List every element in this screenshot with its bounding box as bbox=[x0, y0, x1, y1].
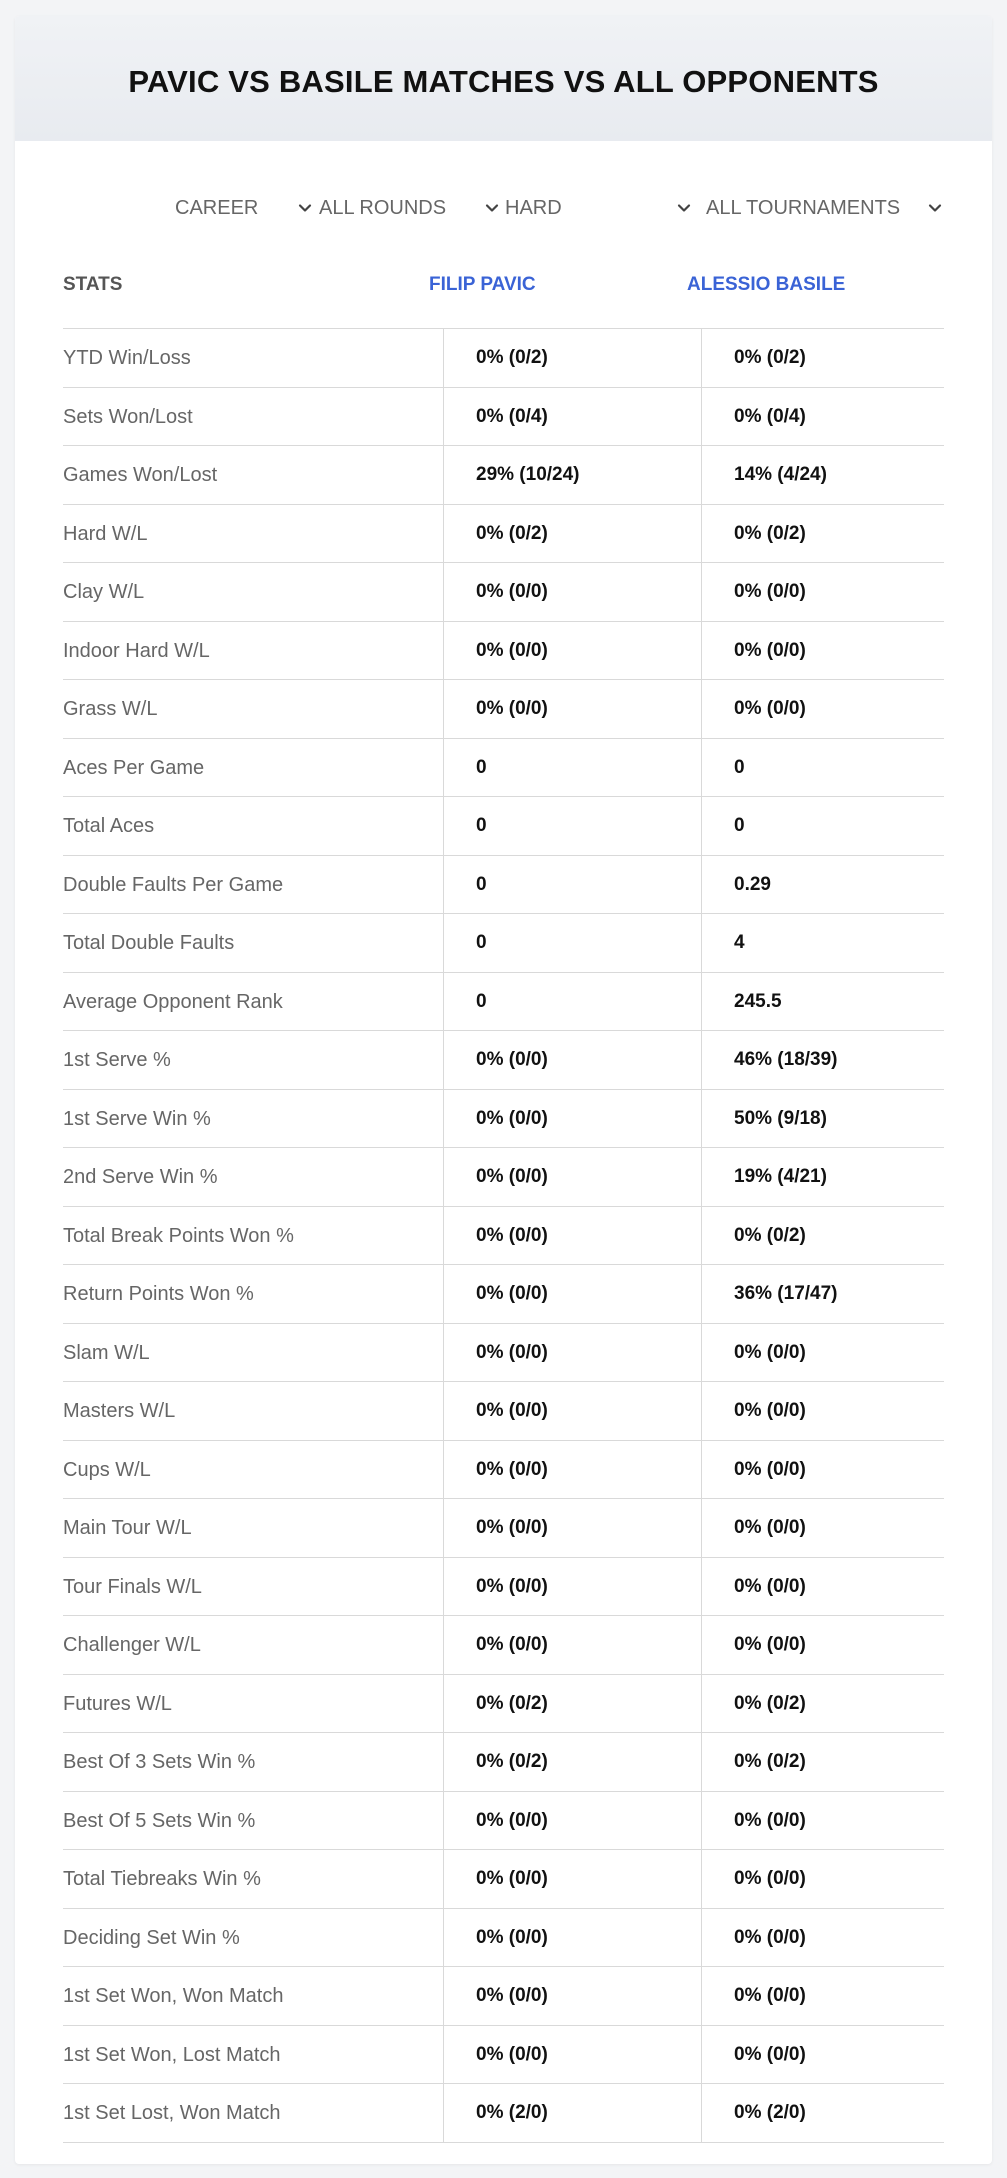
player2-value: 0% (0/2) bbox=[734, 347, 806, 368]
player2-value: 0% (0/0) bbox=[734, 1575, 806, 1597]
stat-label: Total Break Points Won % bbox=[63, 1224, 294, 1247]
chevron-down-icon bbox=[484, 200, 500, 216]
player2-value: 0% (0/0) bbox=[734, 639, 806, 661]
stat-label: Games Won/Lost bbox=[63, 464, 218, 486]
player2-value: 0 bbox=[734, 815, 745, 836]
stat-label: Indoor Hard W/L bbox=[63, 639, 210, 662]
player1-value: 0% (0/0) bbox=[476, 581, 548, 602]
stat-label: Aces Per Game bbox=[63, 756, 205, 779]
player1-value: 0 bbox=[476, 990, 487, 1012]
player2-value: 0% (0/0) bbox=[734, 581, 806, 602]
player2-value: 0% (0/0) bbox=[734, 1341, 806, 1363]
chevron-down-icon bbox=[927, 200, 943, 216]
table-row bbox=[63, 739, 944, 798]
stats-card bbox=[15, 16, 992, 2164]
stat-label: Clay W/L bbox=[63, 581, 145, 603]
player1-value: 0% (0/0) bbox=[476, 2043, 548, 2065]
player1-value: 0% (0/0) bbox=[476, 1400, 548, 1421]
surface-dropdown-value: HARD bbox=[505, 196, 562, 219]
stat-label: Hard W/L bbox=[63, 522, 148, 545]
player2-value: 0% (0/0) bbox=[734, 1985, 806, 2006]
player1-value: 0 bbox=[476, 815, 487, 836]
stat-label: 2nd Serve Win % bbox=[63, 1166, 218, 1188]
player2-value: 0% (0/0) bbox=[734, 698, 806, 719]
stat-label: Average Opponent Rank bbox=[63, 990, 283, 1013]
stat-label: Double Faults Per Game bbox=[63, 873, 284, 896]
chevron-down-icon bbox=[676, 200, 692, 216]
table-row bbox=[63, 2084, 944, 2143]
table-row bbox=[63, 1324, 944, 1383]
player1-value: 0% (0/0) bbox=[476, 1809, 548, 1831]
player2-value: 0% (0/0) bbox=[734, 1517, 806, 1538]
player2-value: 36% (17/47) bbox=[734, 1283, 838, 1304]
table-row bbox=[63, 1382, 944, 1441]
player2-value: 0 bbox=[734, 756, 745, 778]
player1-value: 0% (0/0) bbox=[476, 1049, 548, 1070]
stat-label: 1st Set Lost, Won Match bbox=[63, 2102, 281, 2124]
stat-label: Total Aces bbox=[63, 815, 155, 837]
stat-label: Slam W/L bbox=[63, 1341, 150, 1364]
table-row bbox=[63, 973, 944, 1032]
column-divider bbox=[443, 328, 444, 2142]
player2-value: 0% (0/0) bbox=[734, 1868, 806, 1889]
player1-value: 0% (0/0) bbox=[476, 639, 548, 661]
period-dropdown[interactable] bbox=[175, 188, 313, 228]
player2-value: 0% (0/0) bbox=[734, 1634, 806, 1655]
stat-label: Masters W/L bbox=[63, 1400, 176, 1422]
stat-label: Return Points Won % bbox=[63, 1283, 254, 1305]
table-row bbox=[63, 622, 944, 681]
period-dropdown-value: CAREER bbox=[175, 196, 259, 219]
player2-value: 0% (0/2) bbox=[734, 1692, 806, 1714]
player2-value: 4 bbox=[734, 932, 745, 953]
player1-value: 0% (2/0) bbox=[476, 2102, 548, 2123]
rounds-dropdown-value: ALL ROUNDS bbox=[319, 196, 447, 219]
filter-bar bbox=[15, 188, 992, 228]
player1-value: 0 bbox=[476, 873, 487, 895]
player1-value: 0% (0/0) bbox=[476, 1868, 548, 1889]
player1-value: 0% (0/2) bbox=[476, 522, 548, 544]
player2-value: 0% (0/0) bbox=[734, 1926, 806, 1948]
table-row bbox=[63, 797, 944, 856]
player2-value: 14% (4/24) bbox=[734, 464, 827, 485]
player1-value: 0% (0/0) bbox=[476, 1634, 548, 1655]
stat-label: Sets Won/Lost bbox=[63, 405, 193, 428]
table-row bbox=[63, 388, 944, 447]
table-row bbox=[63, 329, 944, 388]
player1-value: 0% (0/0) bbox=[476, 1458, 548, 1480]
player1-value: 0% (0/2) bbox=[476, 1692, 548, 1714]
stat-label: Best Of 5 Sets Win % bbox=[63, 1809, 256, 1832]
column-header-stats: STATS bbox=[63, 274, 123, 295]
player2-value: 245.5 bbox=[734, 990, 782, 1012]
rounds-dropdown[interactable] bbox=[319, 188, 500, 228]
player1-value: 0% (0/0) bbox=[476, 1283, 548, 1304]
player2-value: 0% (0/0) bbox=[734, 1400, 806, 1421]
stat-label: Total Double Faults bbox=[63, 932, 235, 954]
tournaments-dropdown[interactable] bbox=[706, 188, 943, 228]
stat-label: Grass W/L bbox=[63, 698, 158, 720]
player1-value: 0% (0/2) bbox=[476, 347, 548, 368]
card-header bbox=[15, 16, 992, 141]
player1-value: 0% (0/0) bbox=[476, 698, 548, 719]
player1-value: 0% (0/0) bbox=[476, 1575, 548, 1597]
table-row bbox=[63, 1499, 944, 1558]
table-row bbox=[63, 2026, 944, 2085]
stat-label: 1st Serve Win % bbox=[63, 1107, 211, 1130]
player2-value: 0% (0/0) bbox=[734, 2043, 806, 2065]
player2-value: 0.29 bbox=[734, 873, 771, 895]
column-header-player1[interactable]: FILIP PAVIC bbox=[429, 274, 536, 295]
player1-value: 0% (0/2) bbox=[476, 1751, 548, 1772]
player2-value: 19% (4/21) bbox=[734, 1166, 827, 1187]
player1-value: 0% (0/4) bbox=[476, 405, 548, 427]
table-row bbox=[63, 563, 944, 622]
player1-value: 0% (0/0) bbox=[476, 1224, 548, 1246]
column-header-player2[interactable]: ALESSIO BASILE bbox=[687, 274, 846, 295]
table-row bbox=[63, 1850, 944, 1909]
table-row bbox=[63, 505, 944, 564]
player1-value: 0 bbox=[476, 756, 487, 778]
player1-value: 0% (0/0) bbox=[476, 1107, 548, 1129]
table-row bbox=[63, 1265, 944, 1324]
player2-value: 46% (18/39) bbox=[734, 1049, 838, 1070]
table-row bbox=[63, 1733, 944, 1792]
player1-value: 0% (0/0) bbox=[476, 1166, 548, 1187]
player2-value: 0% (0/0) bbox=[734, 1458, 806, 1480]
player1-value: 0% (0/0) bbox=[476, 1985, 548, 2006]
table-row bbox=[63, 1909, 944, 1968]
table-row bbox=[63, 1090, 944, 1149]
table-row bbox=[63, 1967, 944, 2026]
tournaments-dropdown-value: ALL TOURNAMENTS bbox=[706, 196, 901, 219]
player1-value: 0% (0/0) bbox=[476, 1341, 548, 1363]
table-row bbox=[63, 1558, 944, 1617]
table-row bbox=[63, 1207, 944, 1266]
table-row bbox=[63, 1441, 944, 1500]
player2-value: 50% (9/18) bbox=[734, 1107, 827, 1129]
surface-dropdown[interactable] bbox=[505, 188, 692, 228]
table-row bbox=[63, 856, 944, 915]
table-header bbox=[63, 256, 944, 329]
player2-value: 0% (0/4) bbox=[734, 405, 806, 427]
table-row bbox=[63, 1031, 944, 1090]
player1-value: 29% (10/24) bbox=[476, 464, 580, 485]
stat-label: YTD Win/Loss bbox=[63, 347, 191, 369]
stat-label: Main Tour W/L bbox=[63, 1517, 192, 1539]
stat-label: Tour Finals W/L bbox=[63, 1575, 202, 1598]
player2-value: 0% (2/0) bbox=[734, 2102, 806, 2123]
player2-value: 0% (0/0) bbox=[734, 1809, 806, 1831]
stat-label: Challenger W/L bbox=[63, 1634, 201, 1656]
stat-label: 1st Set Won, Won Match bbox=[63, 1985, 284, 2007]
table-row bbox=[63, 1675, 944, 1734]
stat-label: 1st Serve % bbox=[63, 1049, 171, 1071]
player1-value: 0% (0/0) bbox=[476, 1926, 548, 1948]
stat-label: Total Tiebreaks Win % bbox=[63, 1868, 261, 1890]
table-body bbox=[63, 329, 944, 2143]
stat-label: Futures W/L bbox=[63, 1692, 172, 1715]
table-row bbox=[63, 1792, 944, 1851]
chevron-down-icon bbox=[297, 200, 313, 216]
page-title: PAVIC VS BASILE MATCHES VS ALL OPPONENTS bbox=[128, 63, 879, 99]
table-row bbox=[63, 914, 944, 973]
stat-label: 1st Set Won, Lost Match bbox=[63, 2043, 281, 2066]
table-row bbox=[63, 1148, 944, 1207]
player2-value: 0% (0/2) bbox=[734, 1751, 806, 1772]
column-divider bbox=[701, 328, 702, 2142]
table-row bbox=[63, 1616, 944, 1675]
player1-value: 0% (0/0) bbox=[476, 1517, 548, 1538]
player2-value: 0% (0/2) bbox=[734, 522, 806, 544]
player2-value: 0% (0/2) bbox=[734, 1224, 806, 1246]
player1-value: 0 bbox=[476, 932, 487, 953]
stat-label: Deciding Set Win % bbox=[63, 1926, 240, 1949]
stat-label: Cups W/L bbox=[63, 1458, 151, 1481]
stats-table bbox=[63, 256, 944, 2143]
table-row bbox=[63, 680, 944, 739]
stat-label: Best Of 3 Sets Win % bbox=[63, 1751, 256, 1773]
table-row bbox=[63, 446, 944, 505]
